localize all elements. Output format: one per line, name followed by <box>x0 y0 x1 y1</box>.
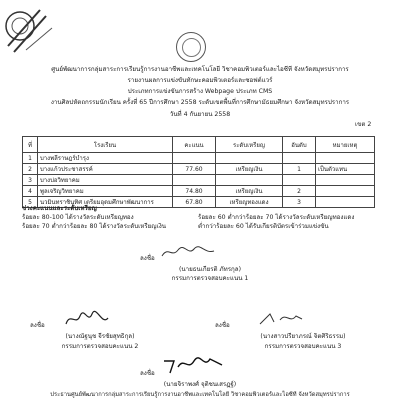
sign-label: ลงชื่อ <box>140 255 155 262</box>
table-cell <box>316 197 375 208</box>
signer-3-name: (นางสาวปรียาภรณ์ จิตศิริธรรม) <box>260 333 346 340</box>
header-line-2: รายงานผลการแข่งขันทักษะคอมพิวเตอร์และซอฟต์แวร์ <box>127 77 273 84</box>
table-cell: 1 <box>23 153 38 164</box>
table-cell <box>216 175 283 186</box>
table-cell: 2 <box>283 186 316 197</box>
col-header: หมายเหตุ <box>316 137 375 153</box>
table-cell: 77.60 <box>173 164 216 175</box>
col-header: คะแนน <box>173 137 216 153</box>
table-cell: 3 <box>283 197 316 208</box>
table-row <box>23 186 375 197</box>
signer-2-name: (นางณัฐนุช จีรชัยสุทธิกุล) <box>65 333 135 340</box>
table-cell: พูลเจริญวิทยาคม <box>38 186 173 197</box>
corner-logo-icon <box>0 0 62 62</box>
signature-2-icon <box>62 308 112 330</box>
school-seal-icon <box>176 32 206 62</box>
signer-1-name: (นายธนเกียรติ ภัทรกุล) <box>179 266 241 273</box>
table-cell <box>283 175 316 186</box>
table-cell: 1 <box>283 164 316 175</box>
table-cell: 3 <box>23 175 38 186</box>
table-cell <box>283 153 316 164</box>
header-line-1: ศูนย์พัฒนาการกลุ่มสาระการเรียนรู้การงานอาชีพและเทคโนโลยี วิชาคอมพิวเตอร์และไอซีที จังหวัดสมุทรปราการ <box>51 66 349 73</box>
table-cell: เป็นตัวแทน <box>316 164 375 175</box>
table-header-row <box>23 137 375 153</box>
table-row <box>23 153 375 164</box>
table-cell: 4 <box>23 186 38 197</box>
criteria-item: ร้อยละ 70 ต่ำกว่าร้อยละ 80 ได้รางวัลระดับเหรียญเงิน <box>22 223 166 230</box>
signature-3-icon <box>256 310 306 328</box>
col-header: ระดับเหรียญ <box>216 137 283 153</box>
table-cell: บางพลีราษฎร์บำรุง <box>38 153 173 164</box>
sign-label: ลงชื่อ <box>140 370 155 377</box>
criteria-title: ช่วงคะแนนและระดับเหรียญ <box>22 205 97 212</box>
header-line-3: ประเภทการแข่งขันการสร้าง Webpage ประเภท CMS <box>127 88 273 95</box>
table-cell: เหรียญเงิน <box>216 164 283 175</box>
signer-2-role: กรรมการตรวจสอบคะแนน 2 <box>61 343 139 350</box>
table-cell: นวมินทราชินูทิศ เตรียมอุดมศึกษาพัฒนาการ <box>38 197 173 208</box>
table-cell: 2 <box>23 164 38 175</box>
table-cell <box>216 153 283 164</box>
signer-1-role: กรรมการตรวจสอบคะแนน 1 <box>171 275 249 282</box>
table-cell <box>173 175 216 186</box>
table-cell: 74.80 <box>173 186 216 197</box>
header-date: วันที่ 4 กันยายน 2558 <box>169 111 231 118</box>
sign-label: ลงชื่อ <box>30 322 45 329</box>
table-row <box>23 175 375 186</box>
table-cell: 5 <box>23 197 38 208</box>
results-table <box>22 136 375 208</box>
signature-1-icon <box>158 244 218 260</box>
table-cell <box>316 153 375 164</box>
table-cell <box>316 186 375 197</box>
criteria-item: ต่ำกว่าร้อยละ 60 ได้รับเกียรติบัตรเข้าร่วมแข่งขัน <box>198 223 329 230</box>
signature-4-icon <box>160 353 230 375</box>
criteria-item: ร้อยละ 60 ต่ำกว่าร้อยละ 70 ได้รางวัลระดับเหรียญทองแดง <box>198 214 355 221</box>
table-cell: บางบ่อวิทยาคม <box>38 175 173 186</box>
header-line-4: งานศิลปหัตถกรรมนักเรียน ครั้งที่ 65 ปีการศึกษา 2558 ระดับเขตพื้นที่การศึกษามัธยมศึกษา จังหวัดสมุทรปราการ <box>50 99 350 106</box>
signer-3-role: กรรมการตรวจสอบคะแนน 3 <box>264 343 342 350</box>
table-cell: เหรียญเงิน <box>216 186 283 197</box>
col-header: อันดับ <box>283 137 316 153</box>
table-cell <box>316 175 375 186</box>
col-header: โรงเรียน <box>38 137 173 153</box>
table-cell: เหรียญทองแดง <box>216 197 283 208</box>
table-cell: บางแก้วประชาสรรค์ <box>38 164 173 175</box>
signer-4-role: ประธานศูนย์พัฒนาการกลุ่มสาระการเรียนรู้การงานอาชีพและเทคโนโลยี วิชาคอมพิวเตอร์และไอซีที จังหวัดสมุทรปราการ <box>50 392 350 398</box>
table-cell: 67.80 <box>173 197 216 208</box>
district-label: เขต 2 <box>355 121 372 128</box>
col-header: ที่ <box>23 137 38 153</box>
signer-4-name: (นายจิราพงศ์ จุติชนเสรฏฐ์) <box>163 381 237 388</box>
sign-label: ลงชื่อ <box>215 322 230 329</box>
table-cell <box>173 153 216 164</box>
table-row <box>23 164 375 175</box>
criteria-item: ร้อยละ 80-100 ได้รางวัลระดับเหรียญทอง <box>22 214 134 221</box>
